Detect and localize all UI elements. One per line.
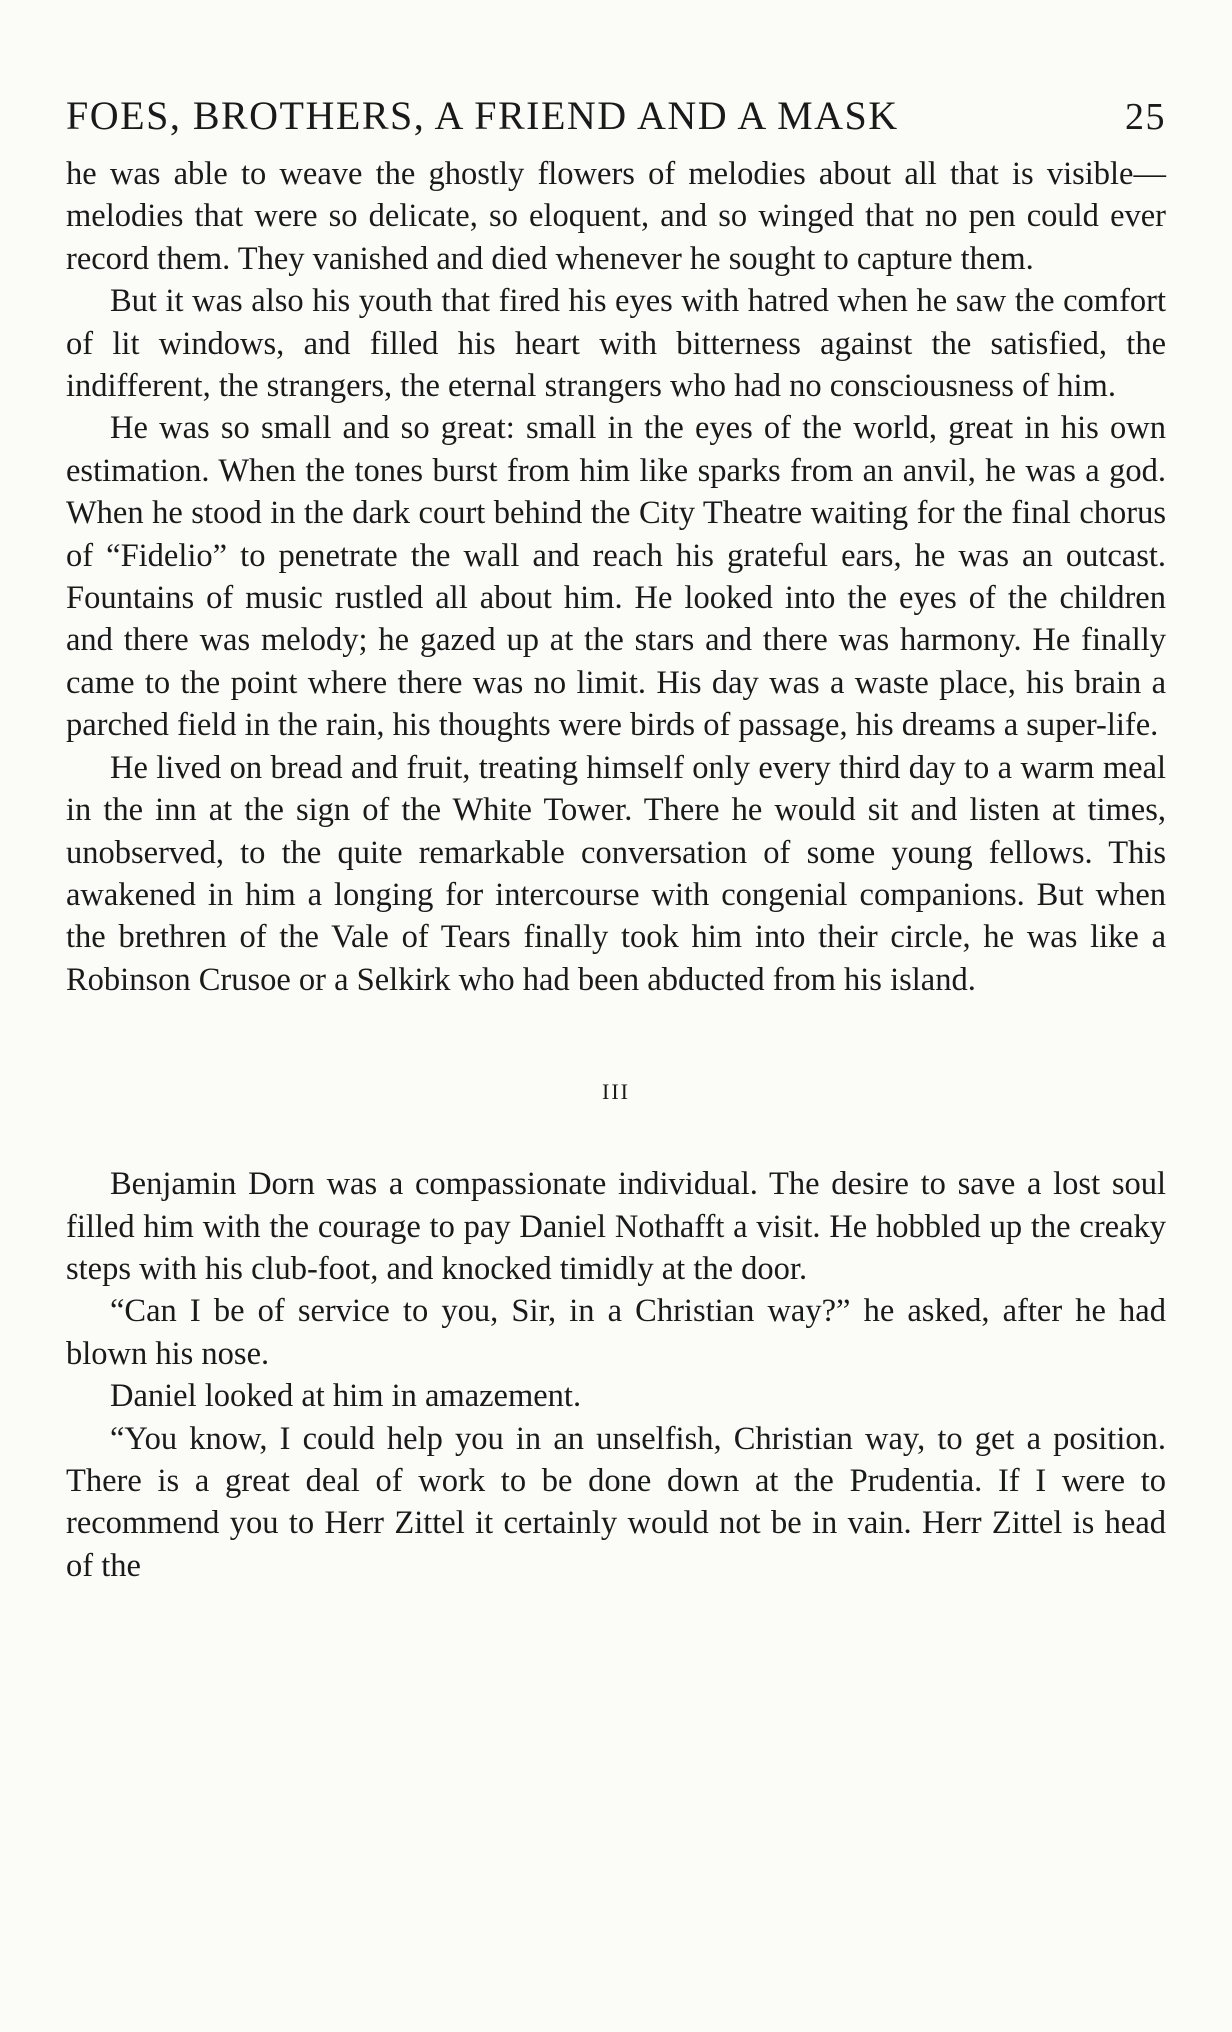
paragraph: Benjamin Dorn was a compassionate individual. The desire to save a lost soul filled him with the courage to pay Daniel Nothafft a visit. He hobbled up the creaky steps with his club-foot, and knocked timidly at the door. bbox=[66, 1166, 1166, 1287]
paragraph: He was so small and so great: small in the eyes of the world, great in his own estimation. When the tones burst from him like sparks from an anvil, he was a god. When he stood in the dark court behind the City Theatre waiting for the final chorus of “Fidelio” to penetrate the wall and reach his grateful ears, he was an outcast. Fountains of music rustled all about him. He looked into the eyes of the children and there was melody; he gazed up at the stars and there was harmony. He finally came to the point where there was no limit. His day was a waste place, his brain a parched field in the rain, his thoughts were birds of passage, his dreams a super-life. bbox=[66, 410, 1166, 744]
paragraph: Daniel looked at him in amazement. bbox=[110, 1378, 582, 1415]
paragraph: But it was also his youth that fired his eyes with hatred when he saw the comfort of lit windows, and filled his heart with bitterness against the satisfied, the indifferent, the strangers, the eternal strangers who had no consciousness of him. bbox=[66, 283, 1166, 405]
running-header bbox=[66, 92, 1166, 139]
page-number: 25 bbox=[1125, 96, 1166, 138]
paragraph: “You know, I could help you in an unselfish, Christian way, to get a position. There is a great deal of work to be done down at the Prudentia. If I were to recommend you to Herr Zittel it certainly would not be in vain. Herr Zittel is head of the bbox=[66, 1420, 1166, 1584]
paragraph: he was able to weave the ghostly flowers of melodies about all that is visible—melodies that were so delicate, so eloquent, and so winged that no pen could ever record them. They vanished and died whenever he sought to capture them. bbox=[66, 156, 1166, 277]
running-title: FOES, BROTHERS, A FRIEND AND A MASK bbox=[66, 93, 899, 138]
section-number: III bbox=[602, 1079, 630, 1105]
paragraph: He lived on bread and fruit, treating himself only every third day to a warm meal in the inn at the sign of the White Tower. There he would sit and listen at times, unobserved, to the quite remarkable conversation of some young fellows. This awakened in him a longing for intercourse with congenial companions. But when the brethren of the Vale of Tears finally took him into their circle, he was like a Robinson Crusoe or a Selkirk who had been abducted from his island. bbox=[66, 749, 1166, 998]
book-page bbox=[66, 92, 1166, 1587]
paragraph: “Can I be of service to you, Sir, in a Christian way?” he asked, after he had blown his nose. bbox=[66, 1293, 1166, 1372]
